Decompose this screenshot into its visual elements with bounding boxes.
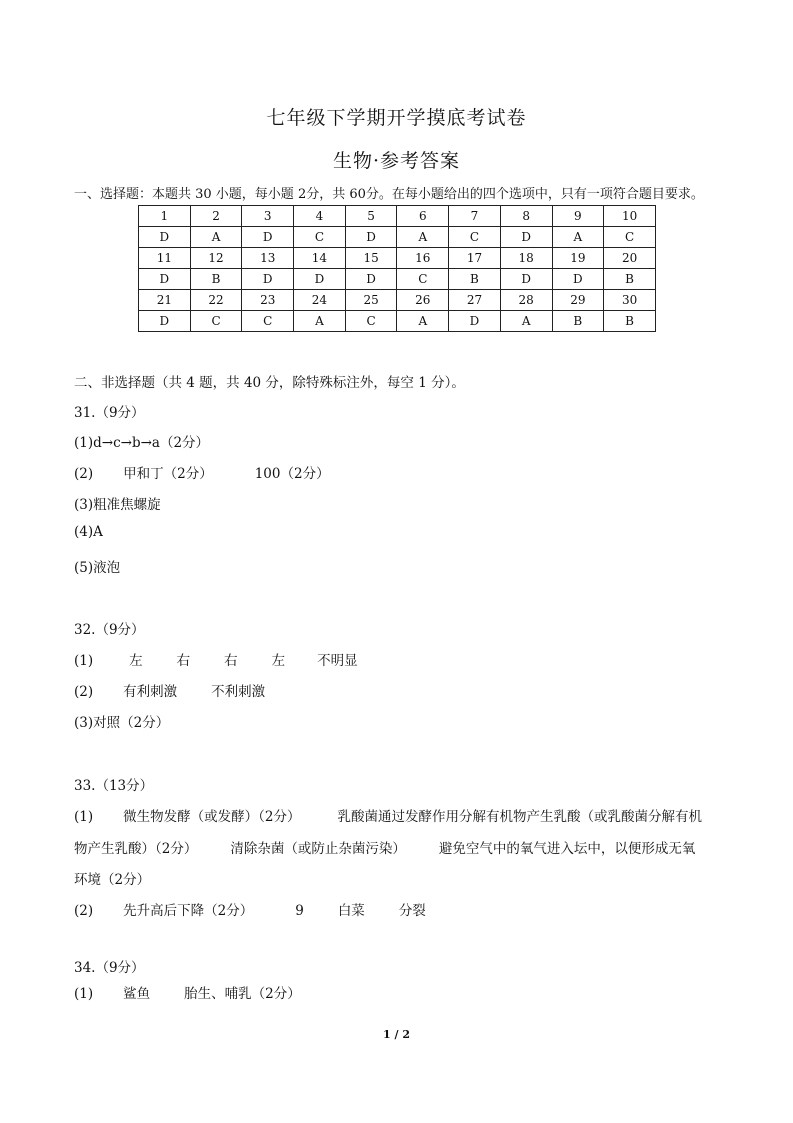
answer-letter-cell: B	[552, 311, 604, 332]
q33-answer-1-num: (1)	[74, 809, 94, 825]
q33-answer-2-item: 先升高后下降（2分）	[123, 903, 254, 919]
question-number-cell: 12	[190, 248, 242, 269]
exam-subtitle: 生物·参考答案	[332, 150, 461, 172]
answer-letter-cell: D	[552, 269, 604, 290]
q32-answer-1-item: 不明显	[317, 653, 358, 669]
question-number-cell: 17	[449, 248, 501, 269]
question-number-cell: 14	[294, 248, 346, 269]
answer-letter-cell: A	[552, 227, 604, 248]
exam-title: 七年级下学期开学摸底考试卷	[266, 107, 527, 129]
question-number-cell: 28	[500, 290, 552, 311]
q33-answer-2	[74, 899, 426, 919]
q31-answer-4: (4)A	[74, 524, 103, 540]
question-number-cell: 5	[345, 206, 397, 227]
answer-letter-cell: D	[500, 269, 552, 290]
question-number-cell: 30	[604, 290, 656, 311]
answer-letter-cell: C	[345, 311, 397, 332]
q34-answer-1-num: (1)	[74, 986, 94, 1002]
q32-label: 32.（9分）	[74, 622, 145, 638]
answer-table-row	[139, 269, 656, 290]
q34-answer-1-item: 胎生、哺乳（2分）	[184, 986, 301, 1002]
answer-letter-cell: B	[190, 269, 242, 290]
answer-letter-cell: C	[604, 227, 656, 248]
answer-letter-cell: D	[139, 311, 191, 332]
question-number-cell: 2	[190, 206, 242, 227]
section2-heading: 二、非选择题（共 4 题，共 40 分，除特殊标注外，每空 1 分）。	[74, 375, 465, 391]
q32-answer-1-item: 左	[129, 653, 143, 669]
answer-table-row	[139, 206, 656, 227]
q33-answer-1-line2-part2: 清除杂菌（或防止杂菌污染）	[230, 841, 406, 857]
page-number: 1 / 2	[383, 1028, 410, 1041]
q34-answer-1-item: 鲨鱼	[123, 986, 151, 1002]
q31-label: 31.（9分）	[74, 405, 145, 421]
answer-letter-cell: B	[449, 269, 501, 290]
answer-letter-cell: B	[604, 269, 656, 290]
q31-answer-2	[74, 462, 330, 482]
answer-letter-cell: A	[397, 311, 449, 332]
q32-answer-2-item: 有利刺激	[123, 684, 178, 700]
question-number-cell: 7	[449, 206, 501, 227]
question-number-cell: 24	[294, 290, 346, 311]
q33-answer-1-line2	[74, 837, 695, 857]
answer-letter-cell: D	[345, 227, 397, 248]
q32-answer-2-item: 不利刺激	[211, 684, 266, 700]
question-number-cell: 15	[345, 248, 397, 269]
q32-answer-2	[74, 680, 265, 700]
answer-letter-cell: C	[190, 311, 242, 332]
answer-letter-cell: C	[242, 311, 294, 332]
answer-letter-cell: D	[449, 311, 501, 332]
question-number-cell: 8	[500, 206, 552, 227]
answer-letter-cell: B	[604, 311, 656, 332]
answer-letter-cell: A	[190, 227, 242, 248]
section1-heading: 一、选择题：本题共 30 小题，每小题 2分，共 60分。在每小题给出的四个选项中，只有一项符合题目要求。	[74, 187, 704, 202]
question-number-cell: 4	[294, 206, 346, 227]
question-number-cell: 6	[397, 206, 449, 227]
q32-answer-1-item: 右	[224, 653, 238, 669]
answer-letter-cell: C	[449, 227, 501, 248]
q31-answer-3: (3)粗准焦螺旋	[74, 497, 161, 513]
answer-letter-cell: D	[294, 269, 346, 290]
q33-answer-1-part1: 微生物发酵（或发酵）（2分）	[123, 809, 301, 825]
q34-answer-1	[74, 982, 301, 1002]
question-number-cell: 26	[397, 290, 449, 311]
answer-letter-cell: D	[139, 227, 191, 248]
question-number-cell: 20	[604, 248, 656, 269]
answer-table	[138, 205, 656, 332]
answer-letter-cell: D	[500, 227, 552, 248]
q33-answer-1-line2-part1: 物产生乳酸）（2分）	[74, 841, 198, 857]
answer-letter-cell: D	[345, 269, 397, 290]
q33-answer-1-part2: 乳酸菌通过发酵作用分解有机物产生乳酸（或乳酸菌分解有机	[337, 809, 702, 825]
question-number-cell: 19	[552, 248, 604, 269]
q33-label: 33.（13分）	[74, 778, 154, 794]
q33-answer-1-line2-part3: 避免空气中的氧气进入坛中，以便形成无氧	[438, 841, 696, 857]
q32-answer-1-num: (1)	[74, 653, 94, 669]
question-number-cell: 22	[190, 290, 242, 311]
question-number-cell: 29	[552, 290, 604, 311]
answer-letter-cell: C	[397, 269, 449, 290]
answer-letter-cell: A	[500, 311, 552, 332]
q34-label: 34.（9分）	[74, 960, 145, 976]
q31-answer-2-part2: 100（2分）	[254, 466, 330, 482]
answer-letter-cell: A	[397, 227, 449, 248]
question-number-cell: 18	[500, 248, 552, 269]
q31-answer-2-num: (2)	[74, 466, 94, 482]
question-number-cell: 23	[242, 290, 294, 311]
q33-answer-2-num: (2)	[74, 903, 94, 919]
q33-answer-1-line1	[74, 805, 702, 825]
q32-answer-1-item: 左	[271, 653, 286, 669]
q32-answer-1	[74, 649, 358, 669]
question-number-cell: 25	[345, 290, 397, 311]
answer-letter-cell: D	[139, 269, 191, 290]
question-number-cell: 11	[139, 248, 191, 269]
q31-answer-2-part1: 甲和丁（2分）	[123, 466, 213, 482]
answer-letter-cell: A	[294, 311, 346, 332]
answer-letter-cell: C	[294, 227, 346, 248]
q32-answer-2-num: (2)	[74, 684, 94, 700]
q33-answer-1-line3: 环境（2分）	[74, 872, 151, 888]
q33-answer-2-item: 分裂	[398, 903, 426, 919]
answer-table-row	[139, 290, 656, 311]
question-number-cell: 13	[242, 248, 294, 269]
question-number-cell: 27	[449, 290, 501, 311]
answer-letter-cell: D	[242, 227, 294, 248]
answer-table-row	[139, 311, 656, 332]
answer-table-row	[139, 248, 656, 269]
answer-table-row	[139, 227, 656, 248]
question-number-cell: 16	[397, 248, 449, 269]
q32-answer-1-item: 右	[176, 653, 191, 669]
q33-answer-2-item: 9	[295, 903, 304, 919]
q31-answer-5: (5)液泡	[74, 560, 121, 576]
q32-answer-3: (3)对照（2分）	[74, 715, 170, 731]
question-number-cell: 9	[552, 206, 604, 227]
q31-answer-1: (1)d→c→b→a（2分）	[74, 435, 210, 451]
answer-letter-cell: D	[242, 269, 294, 290]
question-number-cell: 21	[139, 290, 191, 311]
question-number-cell: 1	[139, 206, 191, 227]
q33-answer-2-item: 白菜	[337, 903, 365, 919]
question-number-cell: 3	[242, 206, 294, 227]
question-number-cell: 10	[604, 206, 656, 227]
